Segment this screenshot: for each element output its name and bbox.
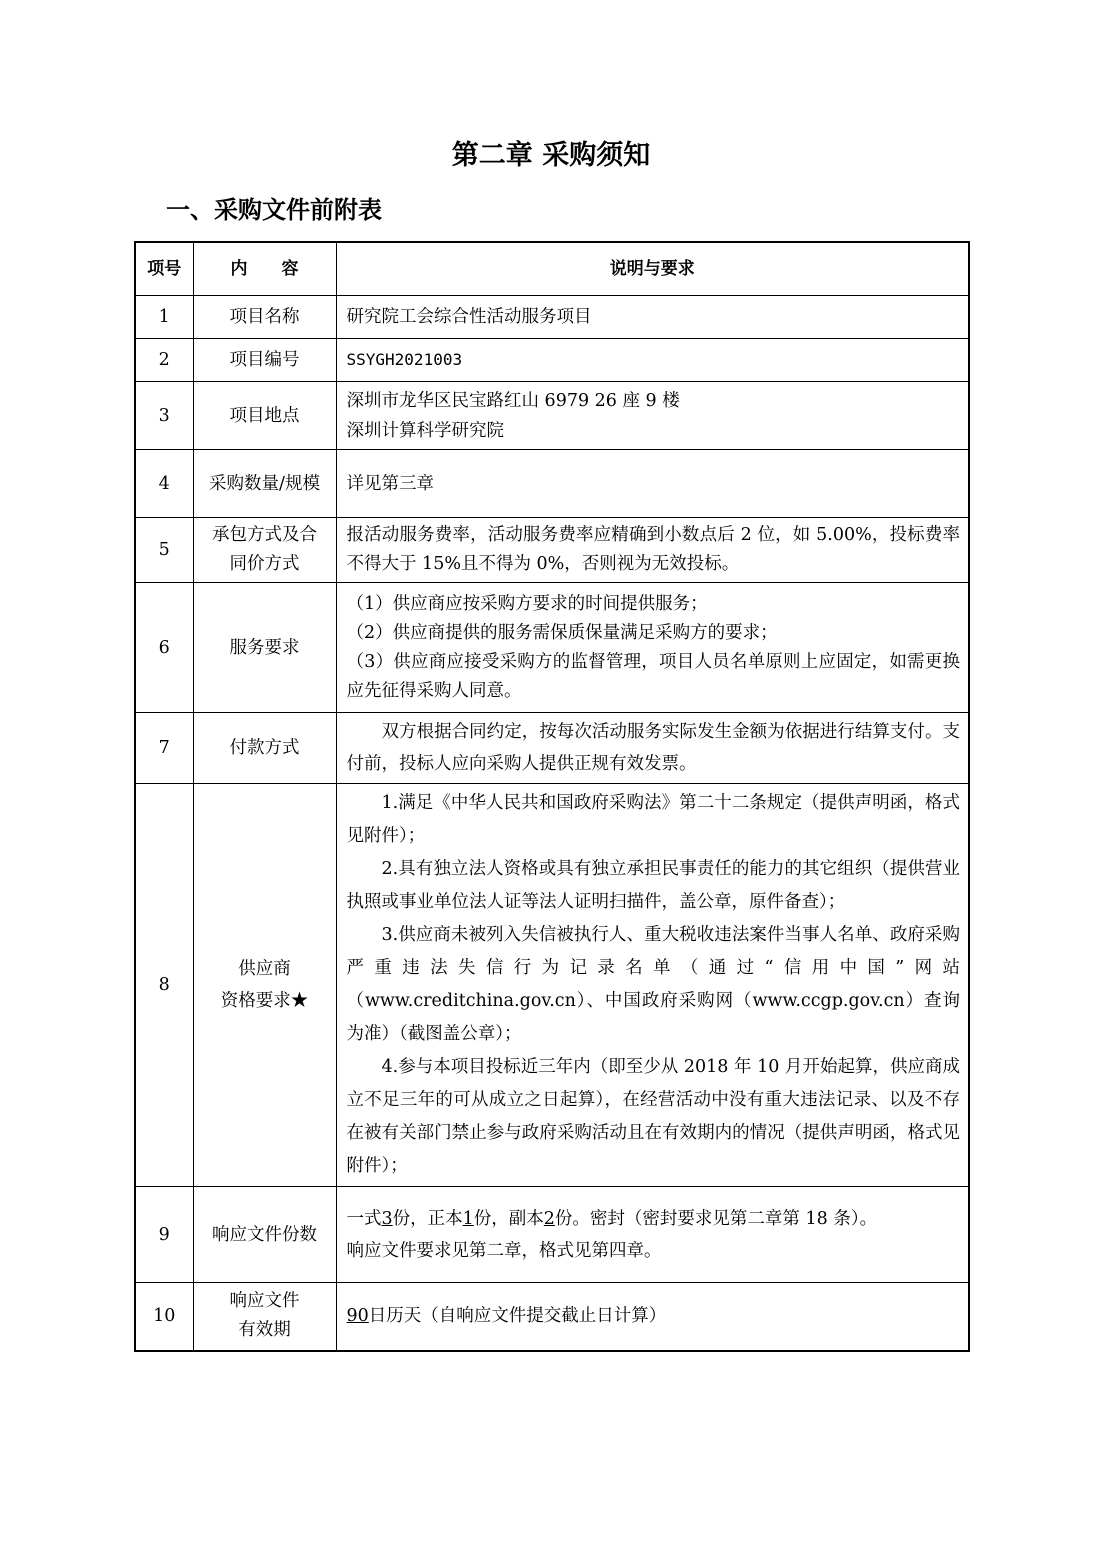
row-desc — [336, 784, 969, 1187]
section-title: 一、采购文件前附表 — [166, 196, 382, 224]
row-item — [193, 1283, 336, 1351]
desc-text: 份，正本 — [392, 1208, 463, 1229]
desc-line — [347, 1300, 961, 1332]
table-row — [135, 450, 969, 518]
desc-line: 1.满足《中华人民共和国政府采购法》第二十二条规定（提供声明函，格式见附件）； — [346, 793, 960, 846]
desc-text: 份，副本 — [473, 1208, 544, 1229]
desc-line: 3.供应商未被列入失信被执行人、重大税收违法案件当事人名单、政府采购严重违法失信行为记录名单（通过“信用中国”网站（www.creditchina.gov.cn）、中国政府采购网（www.ccgp.gov.cn）查询为准）（截图盖公章）； — [346, 925, 960, 1044]
row-item — [193, 382, 336, 450]
desc-text: 份。密封（密封要求见第二章第 18 条）。 — [554, 1208, 878, 1229]
row-item — [193, 339, 336, 382]
row-desc — [336, 1187, 969, 1283]
row-item — [193, 713, 336, 784]
row-desc — [336, 296, 969, 339]
desc-line: 响应文件要求见第二章，格式见第四章。 — [346, 1240, 662, 1261]
validity-days: 90 — [346, 1306, 369, 1327]
row-number: 6 — [135, 583, 193, 713]
desc-line: （1）供应商应按采购方要求的时间提供服务； — [346, 593, 708, 614]
copies-total: 3 — [381, 1208, 393, 1229]
copies-original: 1 — [462, 1208, 474, 1229]
item-label: 资格要求★ — [220, 991, 309, 1011]
table-row — [135, 713, 969, 784]
requirements-table — [134, 241, 970, 1352]
desc-line: 报活动服务费率，活动服务费率应精确到小数点后 2 位，如 5.00%，投标费率不得大于 15%且不得为 0%，否则视为无效投标。 — [346, 525, 960, 574]
row-desc — [336, 713, 969, 784]
table-header-row — [135, 242, 969, 296]
row-desc — [336, 583, 969, 713]
row-desc — [336, 1283, 969, 1351]
chapter-title: 第二章 采购须知 — [451, 140, 651, 171]
table-row — [135, 583, 969, 713]
row-item — [193, 583, 336, 713]
item-label: 同价方式 — [229, 554, 300, 574]
desc-line: （2）供应商提供的服务需保质保量满足采购方的要求； — [346, 622, 778, 643]
row-desc — [336, 450, 969, 518]
item-label: 项目名称 — [229, 307, 300, 327]
desc-text: 日历天（自响应文件提交截止日计算） — [368, 1306, 667, 1327]
header-desc: 说明与要求 — [336, 242, 969, 296]
desc-line: 研究院工会综合性活动服务项目 — [346, 307, 592, 327]
desc-line: 深圳市龙华区民宝路红山 6979 26 座 9 楼 — [346, 390, 680, 411]
item-label: 服务要求 — [229, 637, 300, 658]
row-desc — [336, 382, 969, 450]
row-number: 1 — [135, 296, 193, 339]
table-row — [135, 784, 969, 1187]
row-number: 7 — [135, 713, 193, 784]
row-number: 8 — [135, 784, 193, 1187]
item-label: 项目地点 — [229, 405, 300, 426]
table-row — [135, 296, 969, 339]
row-number: 4 — [135, 450, 193, 518]
item-label: 有效期 — [238, 1320, 291, 1341]
desc-line: 2.具有独立法人资格或具有独立承担民事责任的能力的其它组织（提供营业执照或事业单位法人证等法人证明扫描件，盖公章，原件备查）； — [346, 859, 960, 912]
header-item: 内 容 — [193, 242, 336, 296]
table-row — [135, 339, 969, 382]
item-label: 付款方式 — [229, 738, 300, 758]
copies-duplicate: 2 — [543, 1208, 555, 1229]
desc-text: 一式 — [346, 1208, 382, 1229]
row-number: 2 — [135, 339, 193, 382]
item-label: 承包方式及合 — [212, 525, 317, 545]
desc-line: 深圳计算科学研究院 — [346, 420, 504, 441]
item-label: 响应文件 — [229, 1291, 300, 1312]
row-number: 3 — [135, 382, 193, 450]
table-row — [135, 382, 969, 450]
desc-line: 详见第三章 — [346, 473, 434, 494]
item-label: 采购数量/规模 — [209, 473, 320, 494]
table-row — [135, 518, 969, 583]
row-item — [193, 296, 336, 339]
item-label: 项目编号 — [229, 350, 300, 370]
row-item — [193, 518, 336, 583]
row-number: 9 — [135, 1187, 193, 1283]
desc-line — [347, 1203, 961, 1235]
item-label: 响应文件份数 — [212, 1224, 317, 1245]
row-number: 10 — [135, 1283, 193, 1351]
row-number: 5 — [135, 518, 193, 583]
row-item — [193, 784, 336, 1187]
desc-line: SSYGH2021003 — [346, 350, 463, 369]
row-item — [193, 450, 336, 518]
row-desc — [336, 339, 969, 382]
desc-line: （3）供应商应接受采购方的监督管理，项目人员名单原则上应固定，如需更换应先征得采购人同意。 — [346, 651, 960, 701]
row-item — [193, 1187, 336, 1283]
table-row — [135, 1283, 969, 1351]
row-desc — [336, 518, 969, 583]
desc-line: 双方根据合同约定，按每次活动服务实际发生金额为依据进行结算支付。支付前，投标人应向采购人提供正规有效发票。 — [346, 722, 960, 774]
table-row — [135, 1187, 969, 1283]
desc-line: 4.参与本项目投标近三年内（即至少从 2018 年 10 月开始起算，供应商成立不足三年的可从成立之日起算），在经营活动中没有重大违法记录、以及不存在被有关部门禁止参与政府采购活动且在有效期内的情况（提供声明函，格式见附件）； — [346, 1057, 960, 1176]
item-label: 供应商 — [238, 959, 291, 979]
header-no: 项号 — [135, 242, 193, 296]
